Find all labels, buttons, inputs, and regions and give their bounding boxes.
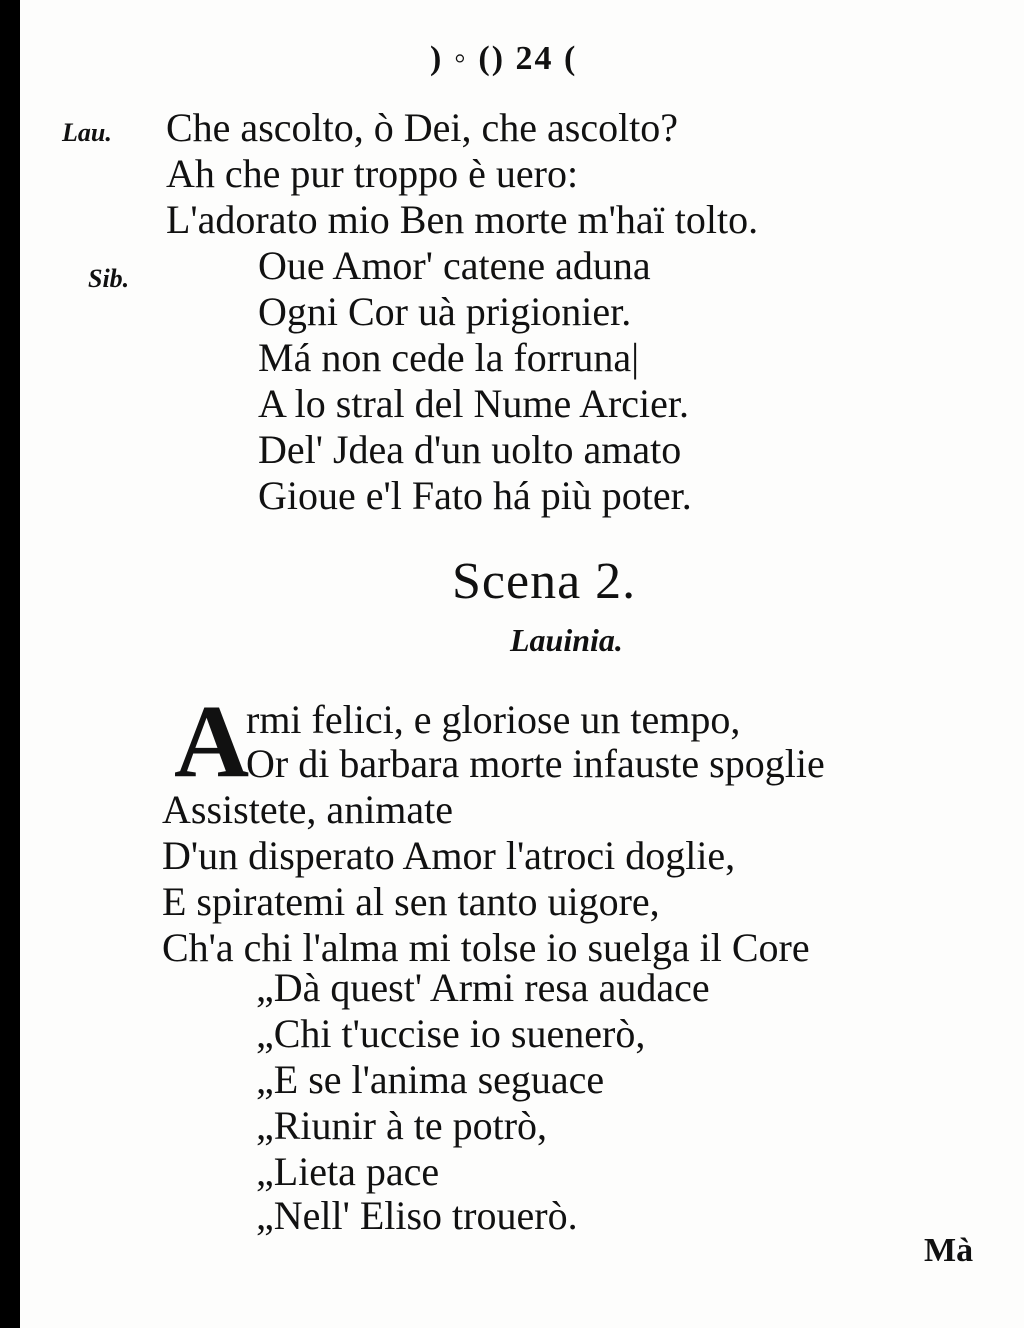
page-number-header: ) ◦ () 24 ( <box>430 40 578 77</box>
verse-line: L'adorato mio Ben morte m'haï tolto. <box>166 197 759 242</box>
verse-line: Gioue e'l Fato há più poter. <box>258 473 692 518</box>
verse-line: Ah che pur troppo è uero: <box>166 151 579 196</box>
verse-line: E spiratemi al sen tanto uigore, <box>162 879 660 924</box>
quoted-verse-line: „Lieta pace <box>256 1149 440 1194</box>
verse-line: Assistete, animate <box>162 787 454 832</box>
drop-cap-initial: A <box>174 684 250 799</box>
verse-line: D'un disperato Amor l'atroci doglie, <box>162 833 736 878</box>
quoted-verse-line: „Riunir à te potrò, <box>256 1103 548 1148</box>
verse-line: Má non cede la forruna| <box>258 335 640 380</box>
verse-line: Or di barbara morte infauste spoglie <box>246 741 825 786</box>
verse-line: Che ascolto, ò Dei, che ascolto? <box>166 105 679 150</box>
quoted-verse-line: „E se l'anima seguace <box>256 1057 605 1102</box>
quoted-verse-line: „Chi t'uccise io suenerò, <box>256 1011 646 1056</box>
catchword: Mà <box>924 1232 974 1269</box>
scene-title: Scena 2. <box>452 553 637 610</box>
speaker-label-sib: Sib. <box>88 264 130 293</box>
verse-line: A lo stral del Nume Arcier. <box>258 381 690 426</box>
scene-character-name: Lauinia. <box>510 622 623 658</box>
verse-line: Ch'a chi l'alma mi tolse io suelga il Core <box>162 925 810 970</box>
verse-line: Ogni Cor uà prigionier. <box>258 289 632 334</box>
verse-line: Oue Amor' catene aduna <box>258 243 651 288</box>
quoted-verse-line: „Dà quest' Armi resa audace <box>256 965 710 1010</box>
verse-line: rmi felici, e gloriose un tempo, <box>246 697 741 742</box>
verse-line: Del' Jdea d'un uolto amato <box>258 427 682 472</box>
quoted-verse-line: „Nell' Eliso trouerò. <box>256 1193 578 1238</box>
speaker-label-lau: Lau. <box>62 118 112 147</box>
book-page <box>20 0 1024 1328</box>
